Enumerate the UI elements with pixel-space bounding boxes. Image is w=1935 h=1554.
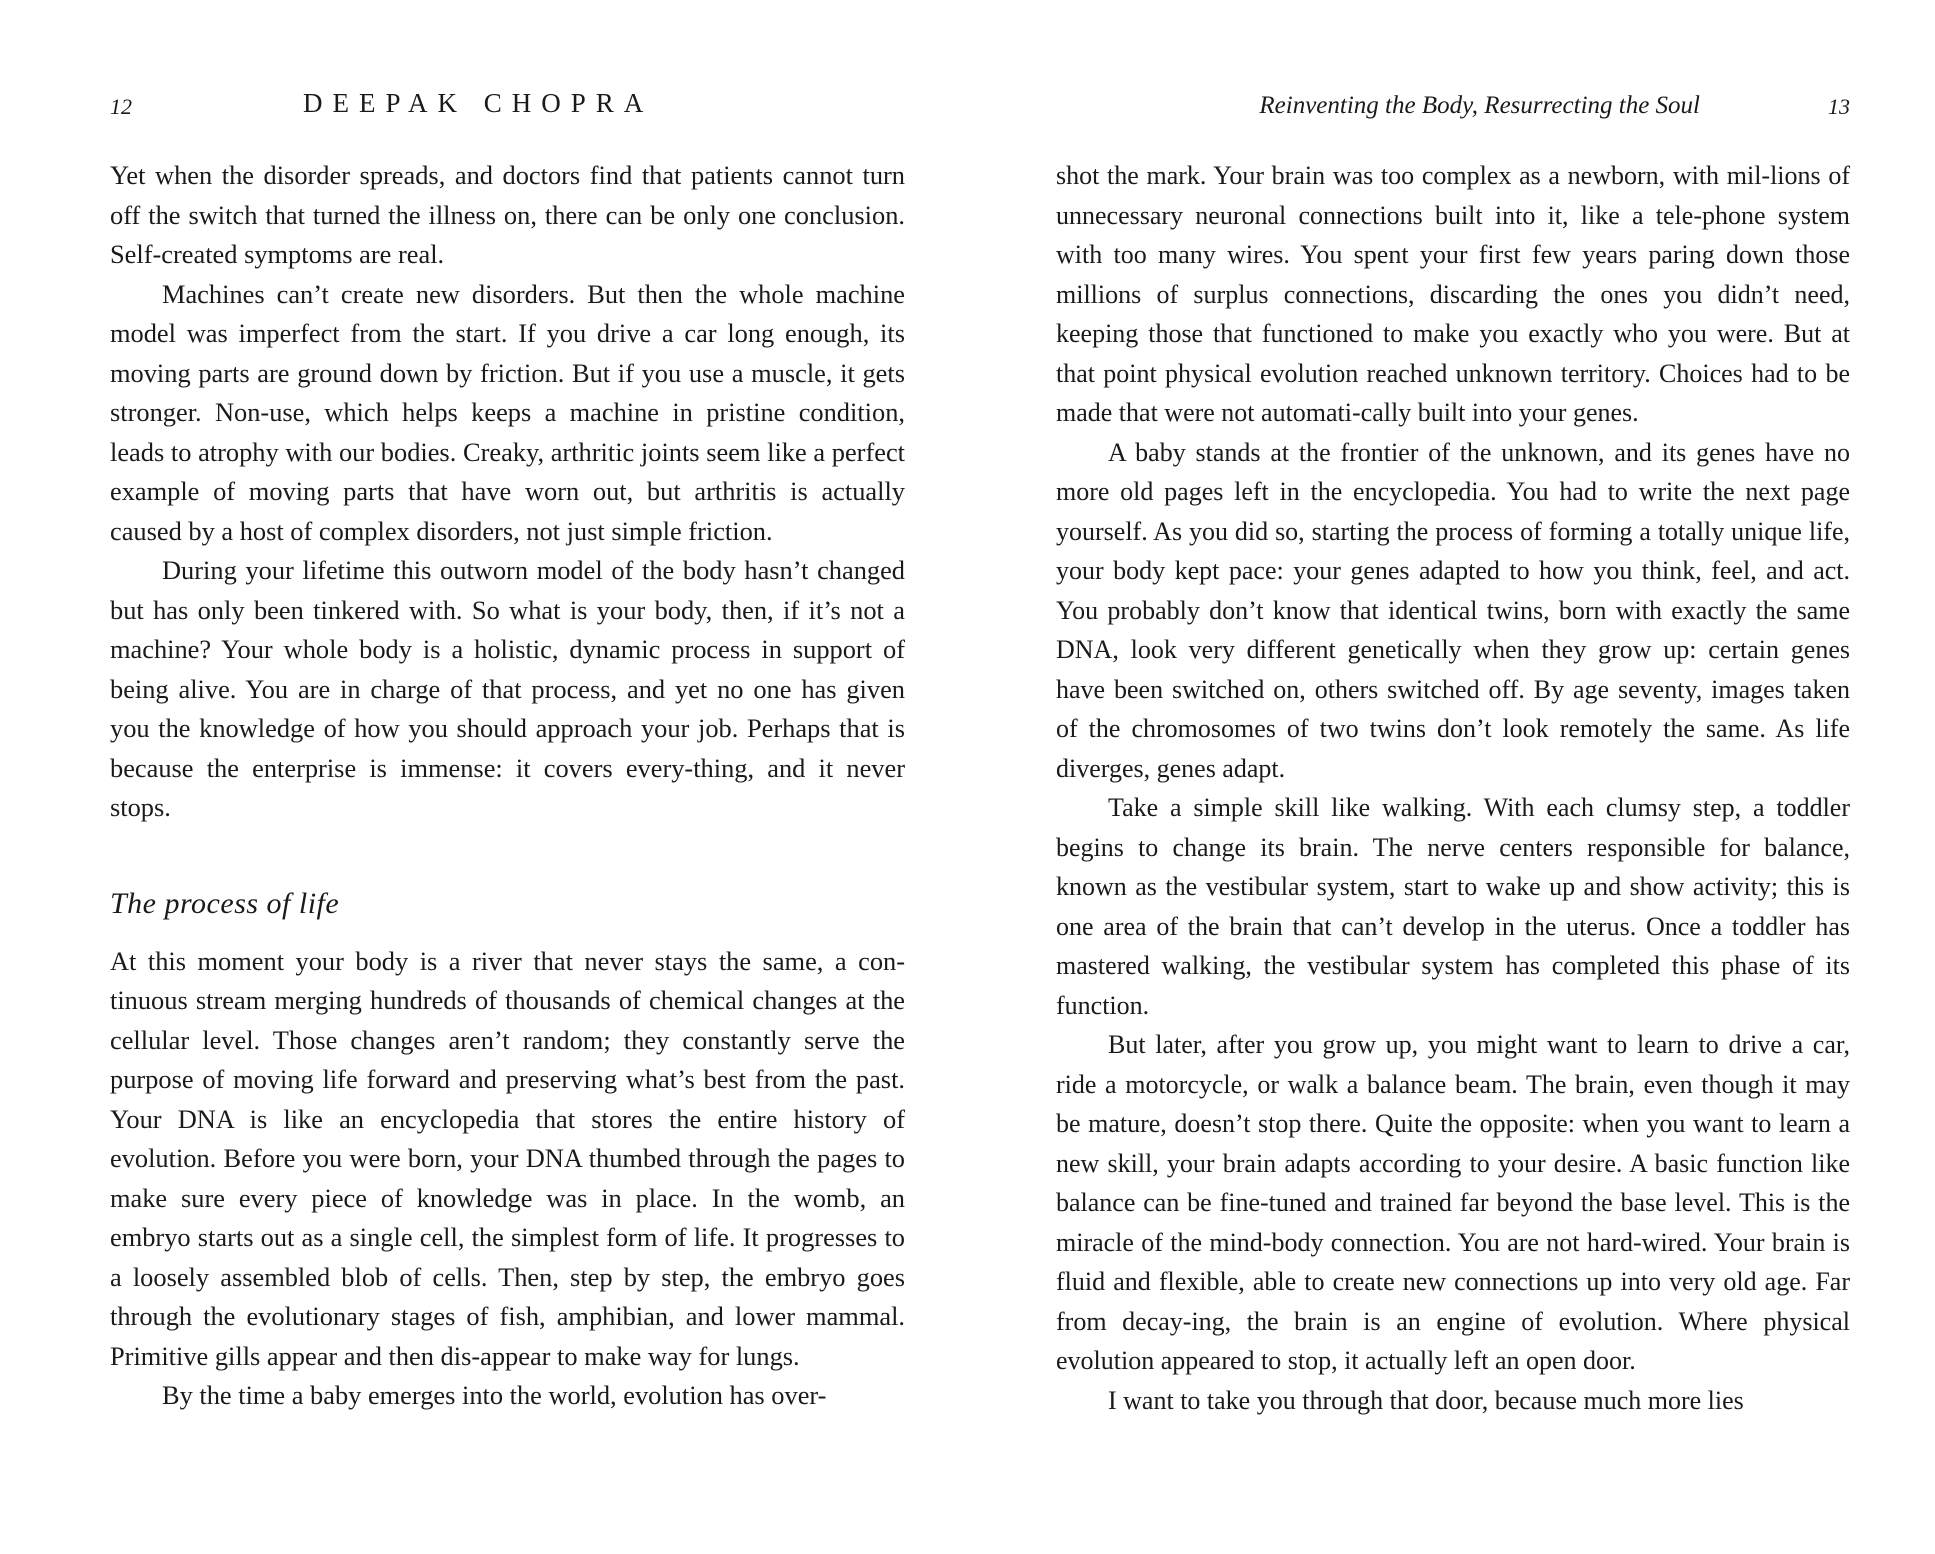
paragraph: Machines can’t create new disorders. But then the whole machine model was imperfect from the start. If you drive a car long enough, its moving parts are ground down by friction. But if you use a muscle, it gets stronger. Non-use, which helps keeps a machine in pristine condition, leads to atrophy with our bodies. Creaky, arthritic joints seem like a perfect example of moving parts that have worn out, but arthritis is actually caused by a host of complex disorders, not just simple friction. [110,278,905,546]
right-running-head [1056,88,1850,128]
left-page [110,0,905,1554]
paragraph: By the time a baby emerges into the world, evolution has over- [162,1380,827,1410]
right-page-number: 13 [1828,94,1850,119]
paragraph: But later, after you grow up, you might want to learn to drive a car, ride a motorcycle, or walk a balance beam. The brain, even though it may be mature, doesn’t stop there. Quite the opposite: when you want to learn a new skill, your brain adapts according to your desire. A basic function like balance can be fine-tuned and trained far beyond the base level. This is the miracle of the mind-body connection. You are not hard-wired. Your brain is fluid and flexible, able to create new connections up into very old age. Far from decay-ing, the brain is an engine of evolution. Where physical evolution appeared to stop, it actually left an open door. [1056,1030,1850,1375]
right-page [1056,0,1850,1554]
paragraph: shot the mark. Your brain was too complex as a newborn, with mil-lions of unnecessary neuronal connections built into it, like a tele-phone system with too many wires. You spent your first few years paring down those millions of surplus connections, discarding the ones you didn’t need, keeping those that functioned to make you exactly who you were. But at that point physical evolution reached unknown territory. Choices had to be made that were not automati-cally built into your genes. [1056,161,1850,427]
paragraph: During your lifetime this outworn model of the body hasn’t changed but has only been tinkered with. So what is your body, then, if it’s not a machine? Your whole body is a holistic, dynamic process in support of being alive. You are in charge of that process, and yet no one has given you the knowledge of how you should approach your job. Perhaps that is because the enterprise is immense: it covers every-thing, and it never stops. [110,555,905,822]
right-page-body [1056,156,1850,1420]
left-page-number: 12 [110,94,132,119]
paragraph: At this moment your body is a river that never stays the same, a con-tinuous stream merging hundreds of thousands of chemical changes at the cellular level. Those changes aren’t random; they constantly serve the purpose of moving life forward and preserving what’s best from the past. Your DNA is like an encyclopedia that stores the entire history of evolution. Before you were born, your DNA thumbed through the pages to make sure every piece of knowledge was in place. In the womb, an embryo starts out as a single cell, the simplest form of life. It progresses to a loosely assembled blob of cells. Then, step by step, the embryo goes through the evolutionary stages of fish, amphibian, and lower mammal. Primitive gills appear and then dis-appear to make way for lungs. [110,945,905,1371]
left-page-body [110,156,905,1416]
paragraph: A baby stands at the frontier of the unknown, and its genes have no more old pages left in the encyclopedia. You had to write the next page yourself. As you did so, starting the process of forming a totally unique life, your body kept pace: your genes adapted to how you think, feel, and act. You probably don’t know that identical twins, born with exactly the same DNA, look very different genetically when they grow up: certain genes have been switched on, others switched off. By age seventy, images taken of the chromosomes of two twins don’t look remotely the same. As life diverges, genes adapt. [1056,437,1850,783]
section-heading: The process of life [110,886,340,920]
author-running-head: DEEPAK CHOPRA [303,88,654,118]
title-running-head: Reinventing the Body, Resurrecting the Soul [1259,92,1700,119]
paragraph: Yet when the disorder spreads, and doctors find that patients cannot turn off the switch that turned the illness on, there can be only one conclusion. Self-created symptoms are real. [110,160,905,269]
paragraph: I want to take you through that door, because much more lies [1108,1385,1744,1415]
left-running-head [110,88,905,128]
paragraph: Take a simple skill like walking. With each clumsy step, a toddler begins to change its brain. The nerve centers responsible for balance, known as the vestibular system, start to wake up and show activity; this is one area of the brain that can’t develop in the uterus. Once a toddler has mastered walking, the vestibular system has completed this phase of its function. [1056,793,1850,1020]
